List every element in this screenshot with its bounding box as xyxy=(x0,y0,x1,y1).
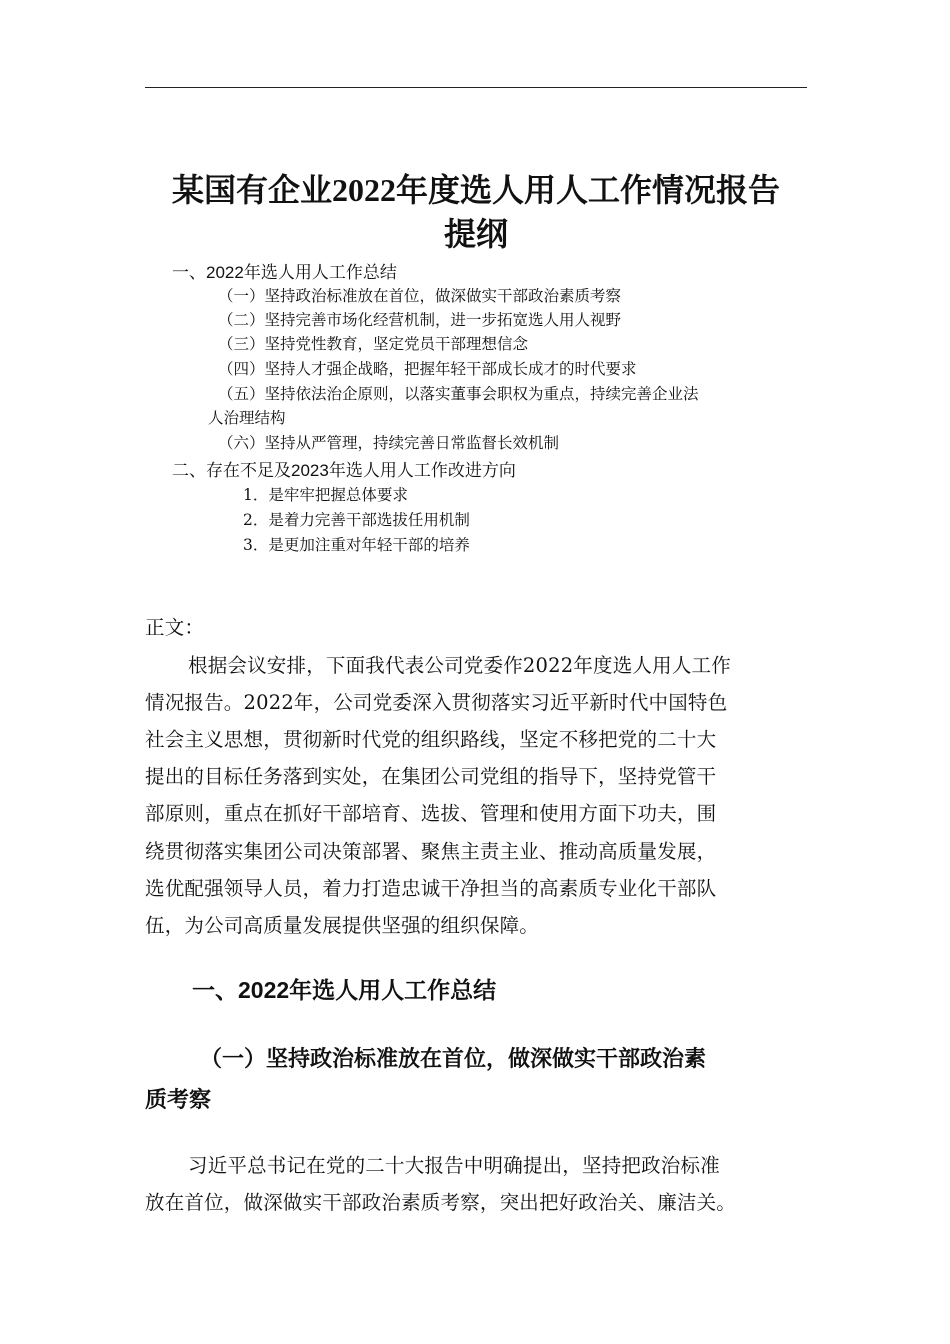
paragraph-line: 伍，为公司高质量发展提供坚强的组织保障。 xyxy=(145,914,540,937)
paragraph-line: 情况报告。2022年，公司党委深入贯彻落实习近平新时代中国特色 xyxy=(145,691,728,714)
body-label: 正文： xyxy=(145,616,205,639)
outline-item: （四）坚持人才强企战略，把握年轻干部成长成才的时代要求 xyxy=(218,360,637,378)
paragraph-line: 绕贯彻落实集团公司决策部署、聚焦主责主业、推动高质量发展， xyxy=(145,840,717,863)
paragraph-line: 放在首位，做深做实干部政治素质考察，突出把好政治关、廉洁关。 xyxy=(145,1191,737,1214)
outline-numbered-item: 2．是着力完善干部选拔任用机制 xyxy=(243,511,470,529)
outline-item: （一）坚持政治标准放在首位，做深做实干部政治素质考察 xyxy=(218,287,622,305)
section-heading-1: 一、2022年选人用人工作总结 xyxy=(192,977,497,1003)
outline-item: （二）坚持完善市场化经营机制，进一步拓宽选人用人视野 xyxy=(218,311,622,329)
subsection-heading-1-cont: 质考察 xyxy=(145,1087,212,1113)
outline-section-2: 二、存在不足及2023年选人用人工作改进方向 xyxy=(172,461,516,480)
outline-item: （六）坚持从严管理，持续完善日常监督长效机制 xyxy=(218,434,560,452)
paragraph-line: 习近平总书记在党的二十大报告中明确提出，坚持把政治标准 xyxy=(188,1154,720,1177)
outline-item-continuation: 人治理结构 xyxy=(208,409,286,427)
outline-item: （五）坚持依法治企原则，以落实董事会职权为重点，持续完善企业法 xyxy=(218,385,699,403)
paragraph-line: 社会主义思想，贯彻新时代党的组织路线，坚定不移把党的二十大 xyxy=(145,728,717,751)
document-title-line2: 提纲 xyxy=(443,216,508,252)
outline-section-1: 一、2022年选人用人工作总结 xyxy=(172,263,397,282)
document-title: 某国有企业2022年度选人用人工作情况报告 xyxy=(171,172,780,208)
outline-item: （三）坚持党性教育，坚定党员干部理想信念 xyxy=(218,335,529,353)
outline-numbered-item: 1．是牢牢把握总体要求 xyxy=(243,486,408,504)
subsection-heading-1: （一）坚持政治标准放在首位，做深做实干部政治素 xyxy=(200,1046,707,1072)
outline-numbered-item: 3．是更加注重对年轻干部的培养 xyxy=(243,536,470,554)
header-rule xyxy=(145,87,807,88)
paragraph-line: 提出的目标任务落到实处，在集团公司党组的指导下，坚持党管干 xyxy=(145,765,717,788)
paragraph-line: 根据会议安排，下面我代表公司党委作2022年度选人用人工作 xyxy=(188,654,731,677)
paragraph-line: 部原则，重点在抓好干部培育、选拔、管理和使用方面下功夫，围 xyxy=(145,802,717,825)
paragraph-line: 选优配强领导人员，着力打造忠诚干净担当的高素质专业化干部队 xyxy=(145,877,717,900)
